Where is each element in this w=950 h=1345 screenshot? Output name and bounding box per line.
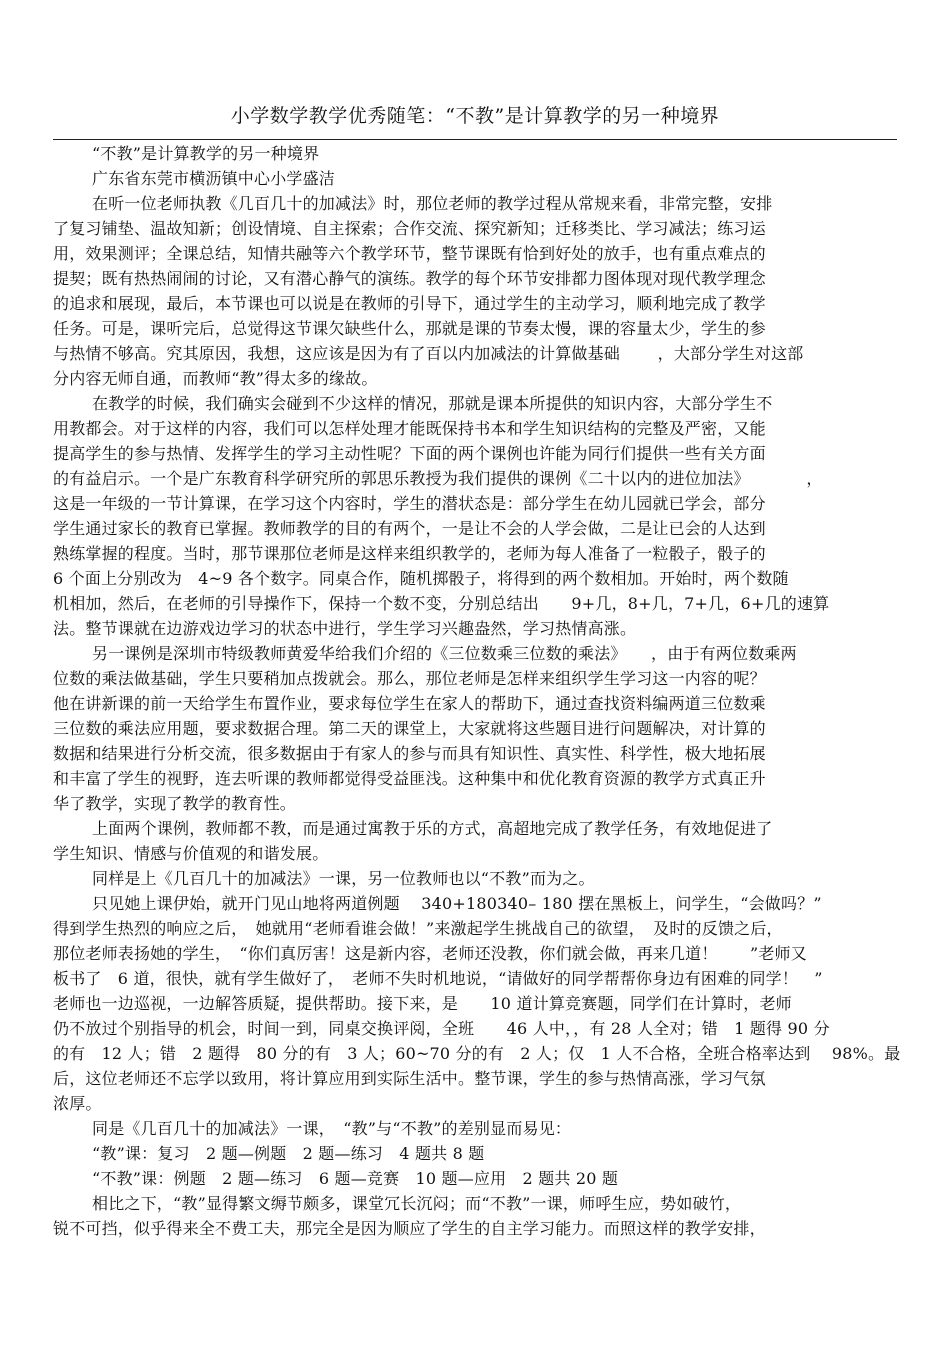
text-line: 那位老师表扬她的学生， “你们真厉害！这是新内容，老师还没教，你们就会做，再来几道！ ”老师又 [53,944,807,963]
text-line: 华了教学，实现了教学的教育性。 [53,794,297,813]
text-line: 另一课例是深圳市特级教师黄爱华给我们介绍的《三位数乘三位数的乘法》 ，由于有两位数乘两 [92,644,797,663]
text-line: 锐不可挡，似乎得来全不费工夫，那完全是因为顺应了学生的自主学习能力。而照这样的教学安排， [53,1219,766,1238]
text-line: 在听一位老师执教《几百几十的加减法》时，那位老师的教学过程从常规来看，非常完整，安排 [92,194,773,213]
text-line: 6 个面上分别改为 4~9 各个数字。同桌合作，随机掷骰子，将得到的两个数相加。开始时，两个数随 [53,569,789,588]
text-line: 仍不放过个别指导的机会，时间一到，同桌交换评阅，全班 46 人中，，有 28 人全对；错 1 题得 90 分 [53,1019,830,1038]
text-line: 的有益启示。一个是广东教育科学研究所的郭思乐教授为我们提供的课例《二十以内的进位加法》 ， [53,469,823,488]
text-line: 熟练掌握的程度。当时，那节课那位老师是这样来组织教学的，老师为每人准备了一粒骰子，骰子的 [53,544,766,563]
author-line: 广东省东莞市横沥镇中心小学盛洁 [92,169,336,188]
text-line: 与热情不够高。究其原因，我想，这应该是因为有了百以内加减法的计算做基础 ，大部分学生对这部 [53,344,804,363]
text-line: 在教学的时候，我们确实会碰到不少这样的情况，那就是课本所提供的知识内容，大部分学生不 [92,394,773,413]
text-line: 三位数的乘法应用题，要求数据合理。第二天的课堂上，大家就将这些题目进行问题解决，对计算的 [53,719,766,738]
text-line: 用，效果测评；全课总结，知情共融等六个教学环节，整节课既有恰到好处的放手，也有重点难点的 [53,244,766,263]
text-line: 浓厚。 [53,1094,102,1113]
text-line: 提高学生的参与热情、发挥学生的学习主动性呢？下面的两个课例也许能为同行们提供一些有关方面 [53,444,766,463]
text-line: 相比之下，“教”显得繁文缛节颇多，课堂冗长沉闷；而“不教”一课，师呼生应，势如破竹， [92,1194,742,1213]
comparison-line: “教”课：复习 2 题—例题 2 题—练习 4 题共 8 题 [92,1144,485,1163]
text-line: 任务。可是，课听完后，总觉得这节课欠缺些什么，那就是课的节奏太慢，课的容量太少，学生的参 [53,319,766,338]
text-line: 学生知识、情感与价值观的和谐发展。 [53,844,329,863]
text-line: 的追求和展现，最后，本节课也可以说是在教师的引导下，通过学生的主动学习，顺利地完成了教学 [53,294,766,313]
text-line: 位数的乘法做基础，学生只要稍加点拨就会。那么，那位老师是怎样来组织学生学习这一内容的呢？ [53,669,766,688]
comparison-line: “不教”课：例题 2 题—练习 6 题—竞赛 10 题—应用 2 题共 20 题 [92,1169,619,1188]
text-line: 提契；既有热热闹闹的讨论，又有潜心静气的演练。教学的每个环节安排都力图体现对现代教学理念 [53,269,766,288]
text-line: 了复习铺垫、温故知新；创设情境、自主探索；合作交流、探究新知；迁移类比、学习减法；练习运 [53,219,766,238]
text-line: 得到学生热烈的响应之后， 她就用“老师看谁会做！”来激起学生挑战自己的欲望， 及时的反馈之后， [53,919,783,938]
text-line: 用教都会。对于这样的内容，我们可以怎样处理才能既保持书本和学生知识结构的完整及严密，又能 [53,419,766,438]
text-line: 学生通过家长的教育已掌握。教师教学的目的有两个，一是让不会的人学会做，二是让已会的人达到 [53,519,766,538]
article-title-line: “不教”是计算教学的另一种境界 [92,144,320,163]
text-line: 只见她上课伊始，就开门见山地将两道例题 340+180340– 180 摆在黑板上，问学生，“会做吗？” [92,894,822,913]
text-line: 分内容无师自通，而教师“教”得太多的缘故。 [53,369,378,388]
text-line: 后，这位老师还不忘学以致用，将计算应用到实际生活中。整节课，学生的参与热情高涨，学习气氛 [53,1069,766,1088]
text-line: 法。整节课就在边游戏边学习的状态中进行，学生学习兴趣盎然，学习热情高涨。 [53,619,637,638]
text-line: 这是一年级的一节计算课，在学习这个内容时，学生的潜状态是：部分学生在幼儿园就已学会，部分 [53,494,766,513]
text-line: 板书了 6 道，很快，就有学生做好了， 老师不失时机地说，“请做好的同学帮帮你身边有困难的同学！ ” [53,969,823,988]
text-line: 同是《几百几十的加减法》一课， “教”与“不教”的差别显而易见： [92,1119,572,1138]
text-line: 的有 12 人；错 2 题得 80 分的有 3 人；60~70 分的有 2 人；仅 1 人不合格，全班合格率达到 98%。最 [53,1044,901,1063]
text-line: 同样是上《几百几十的加减法》一课，另一位教师也以“不教”而为之。 [92,869,595,888]
text-line: 机相加，然后，在老师的引导操作下，保持一个数不变，分别总结出 9+几，8+几，7+几，6+几的速算 [53,594,830,613]
text-line: 老师也一边巡视，一边解答质疑，提供帮助。接下来，是 10 道计算竞赛题，同学们在计算时，老师 [53,994,792,1013]
text-line: 他在讲新课的前一天给学生布置作业，要求每位学生在家人的帮助下，通过查找资料编两道三位数乘 [53,694,766,713]
text-line: 上面两个课例，教师都不教，而是通过寓教于乐的方式，高超地完成了教学任务，有效地促进了 [92,819,773,838]
page-title: 小学数学教学优秀随笔：“不教”是计算教学的另一种境界 [230,105,720,127]
text-line: 和丰富了学生的视野，连去听课的教师都觉得受益匪浅。这种集中和优化教育资源的教学方式真正升 [53,769,766,788]
text-line: 数据和结果进行分析交流，很多数据由于有家人的参与而具有知识性、真实性、科学性，极大地拓展 [53,744,766,763]
header-divider [53,139,897,140]
